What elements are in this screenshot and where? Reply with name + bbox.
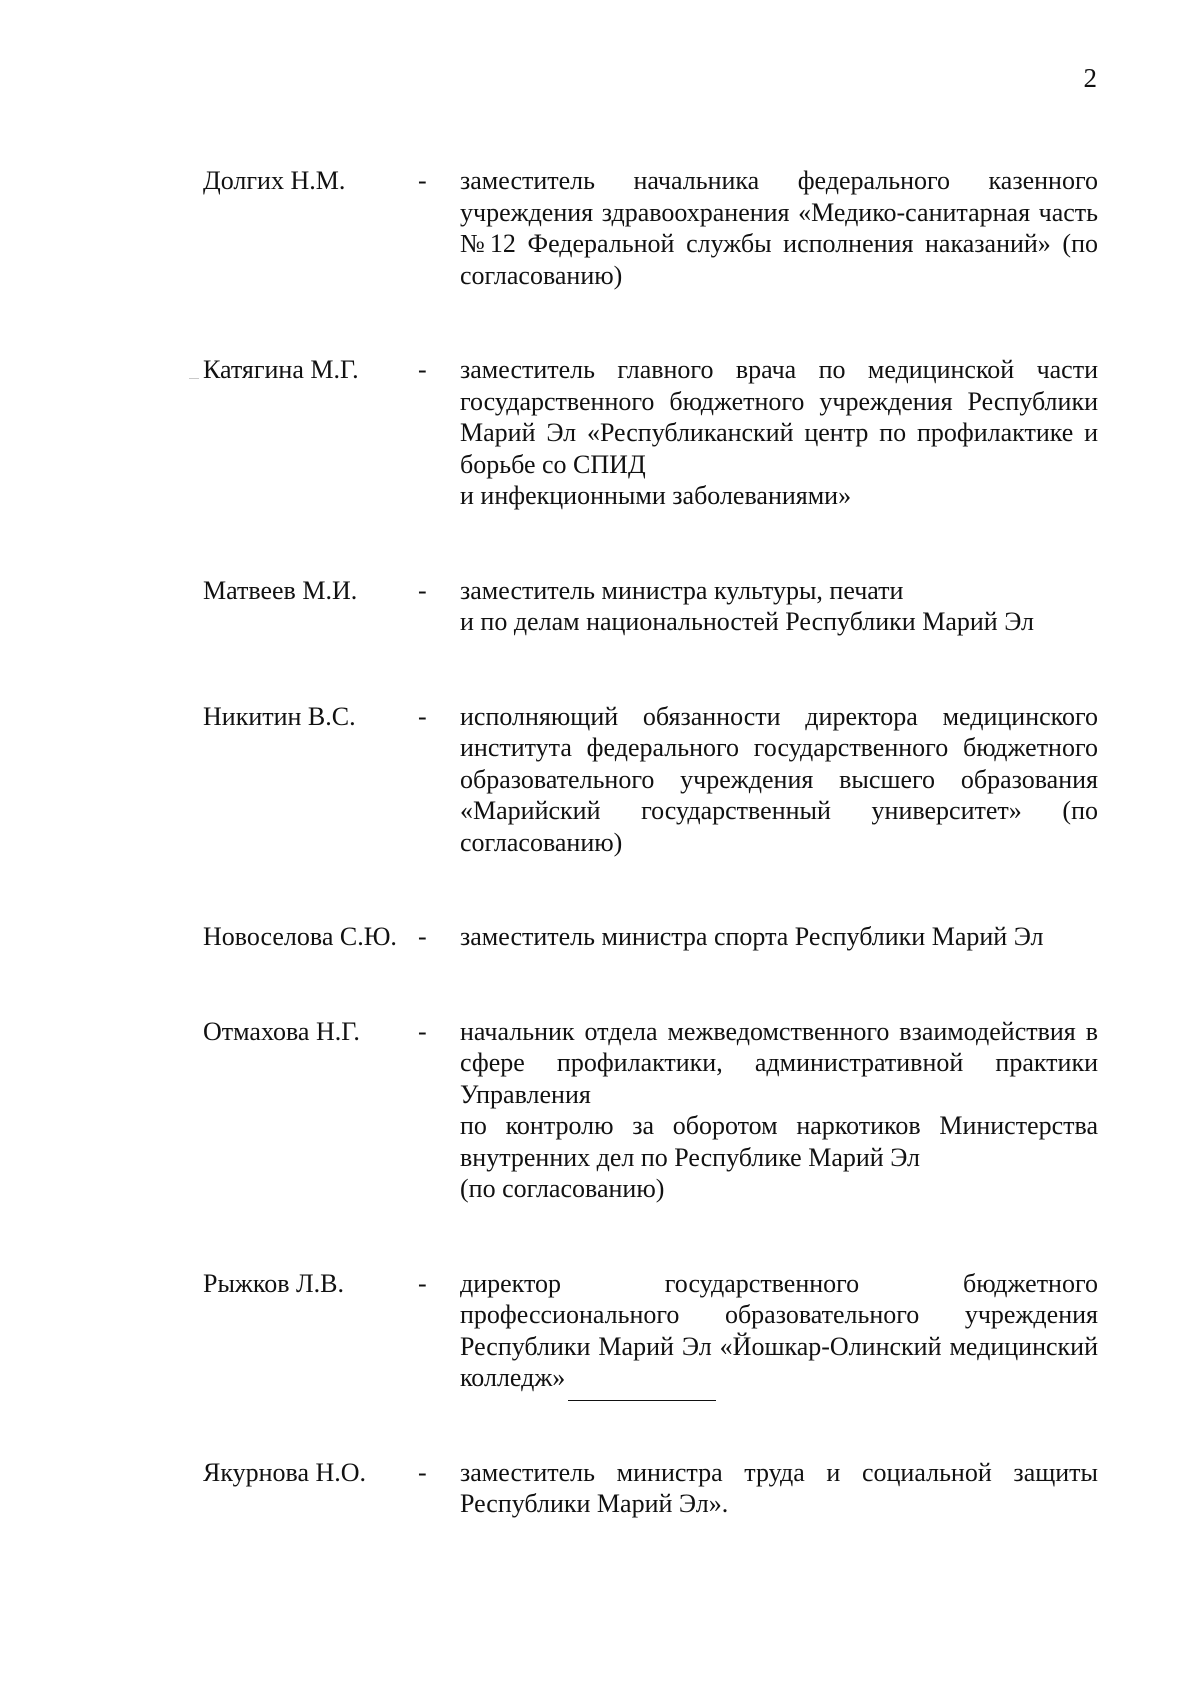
member-dash: -: [418, 1457, 427, 1487]
member-entry-novoselova: [203, 921, 1098, 953]
member-dash: -: [418, 575, 427, 605]
member-entry-matveev: [203, 575, 1098, 638]
member-name: Матвеев М.И.: [203, 575, 358, 605]
member-name: Долгих Н.М.: [203, 166, 346, 195]
member-name: Катягина М.Г.: [203, 355, 359, 384]
member-name: Никитин В.С.: [203, 701, 356, 731]
page-number: 2: [1083, 63, 1097, 93]
member-position: начальник отдела межведомственного взаимодействия в сфере профилактики, административной практики Управления по контролю за оборотом наркотиков Министерства внутренних дел по Республике Марий Эл (по согласованию): [460, 1016, 1098, 1203]
member-dash: -: [418, 166, 427, 195]
member-entry-yakurnova: [203, 1457, 1098, 1520]
members-list: [203, 165, 1098, 1520]
member-entry-dolgikh: [203, 165, 1098, 291]
member-position: заместитель министра культуры, печати и по делам национальностей Республики Марий Эл: [460, 575, 1034, 636]
member-position: заместитель министра спорта Республики Марий Эл: [460, 922, 1044, 951]
member-dash: -: [418, 1016, 427, 1046]
closing-line: [568, 1400, 716, 1401]
member-name: Рыжков Л.В.: [203, 1268, 344, 1298]
member-entry-otmakhova: [203, 1016, 1098, 1205]
member-position: заместитель главного врача по медицинской части государственного бюджетного учреждения Республики Марий Эл «Республиканский центр по профилактике и борьбе со СПИД и инфекционными заболеваниями»: [460, 355, 1098, 510]
member-entry-nikitin: [203, 701, 1098, 859]
member-position: директор государственного бюджетного профессионального образовательного учреждения Республики Марий Эл «Йошкар-Олинский медицинский колледж»: [460, 1268, 1098, 1392]
member-dash: -: [418, 355, 427, 384]
member-name: Новоселова С.Ю.: [203, 922, 397, 951]
member-dash: -: [418, 1268, 427, 1298]
member-dash: -: [418, 922, 427, 951]
member-name: Отмахова Н.Г.: [203, 1016, 360, 1046]
member-position: заместитель министра труда и социальной защиты Республики Марий Эл».: [460, 1457, 1098, 1518]
member-entry-ryzhkov: [203, 1268, 1098, 1394]
scan-mark: [189, 378, 199, 379]
member-name: Якурнова Н.О.: [203, 1457, 367, 1487]
member-position: исполняющий обязанности директора медицинского института федерального государственного бюджетного образовательного учреждения высшего образования «Марийский государственный университет» (по согласованию): [460, 701, 1098, 857]
member-position: заместитель начальника федерального казенного учреждения здравоохранения «Медико-санитарная часть №12 Федеральной службы исполнения наказаний» (по согласованию): [460, 166, 1098, 290]
member-dash: -: [418, 701, 427, 731]
member-entry-katyagina: [203, 354, 1098, 512]
